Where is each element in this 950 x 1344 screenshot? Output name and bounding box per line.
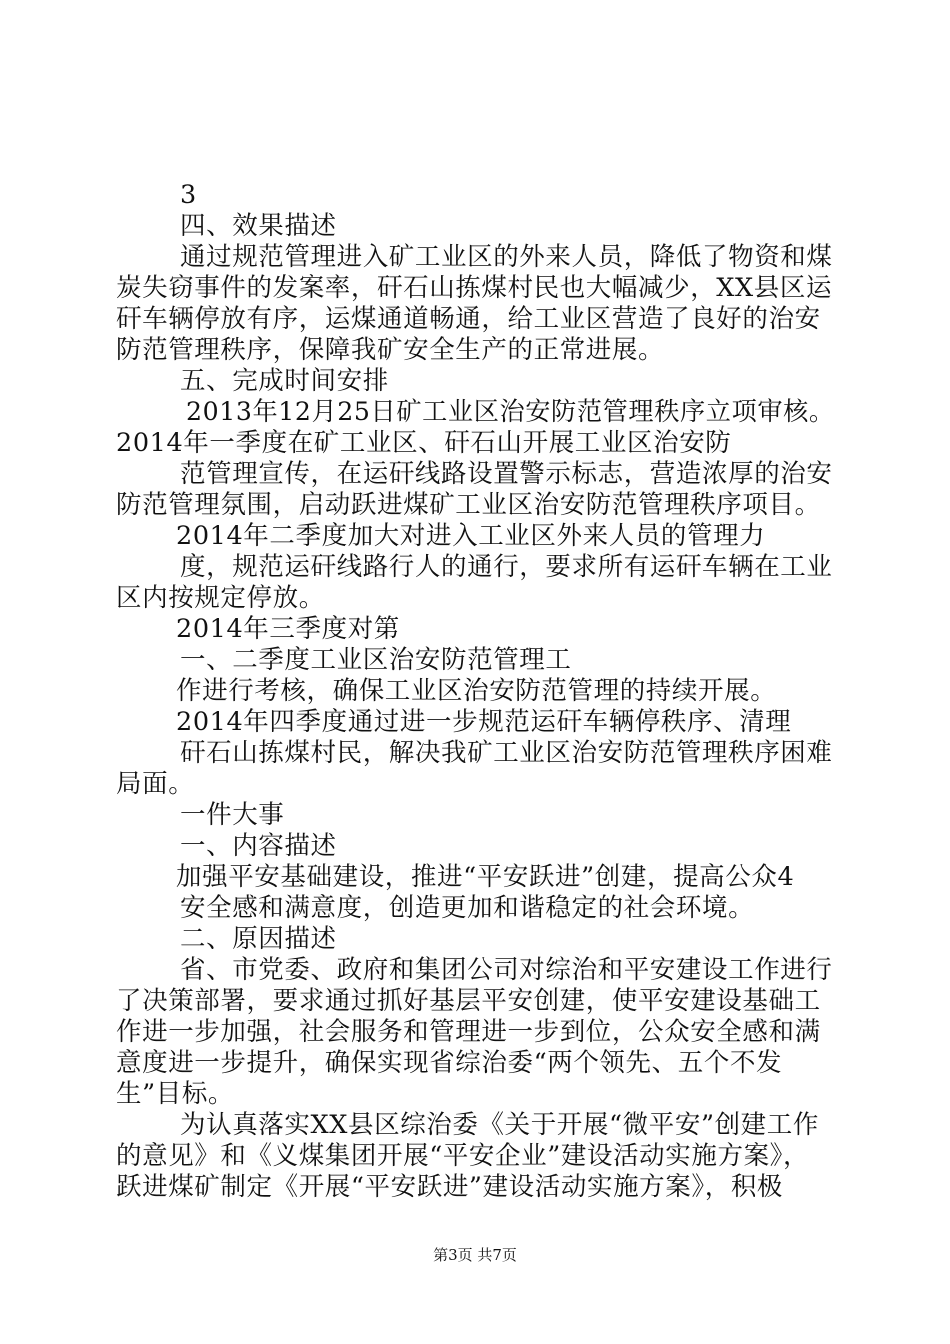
text-line: 3 bbox=[180, 180, 197, 210]
text-line: 2014年二季度加大对进入工业区外来人员的管理力 bbox=[176, 521, 766, 551]
section-heading: 五、完成时间安排 bbox=[180, 366, 389, 396]
text-line: 了决策部署，要求通过抓好基层平安创建，使平安建设基础工 bbox=[116, 986, 821, 1016]
text-line: 的意见》和《义煤集团开展“平安企业”建设活动实施方案》， bbox=[116, 1141, 810, 1171]
section-heading: 四、效果描述 bbox=[180, 211, 337, 241]
text-line: 2014年四季度通过进一步规范运矸车辆停秩序、清理 bbox=[176, 707, 792, 737]
text-line: 矸车辆停放有序，运煤通道畅通，给工业区营造了良好的治安 bbox=[116, 304, 821, 334]
text-line: 矸石山拣煤村民，解决我矿工业区治安防范管理秩序困难 bbox=[180, 738, 833, 768]
text-line: 加强平安基础建设，推进“平安跃进”创建，提高公众4 bbox=[176, 862, 795, 892]
text-line: 作进一步加强，社会服务和管理进一步到位，公众安全感和满 bbox=[116, 1017, 821, 1047]
text-line: 炭失窃事件的发案率，矸石山拣煤村民也大幅减少，XX县区运 bbox=[116, 273, 833, 303]
text-line: 作进行考核，确保工业区治安防范管理的持续开展。 bbox=[176, 676, 777, 706]
text-line: 跃进煤矿制定《开展“平安跃进”建设活动实施方案》，积极 bbox=[116, 1172, 784, 1202]
section-heading: 一、内容描述 bbox=[180, 831, 337, 861]
text-line: 意度进一步提升，确保实现省综治委“两个领先、五个不发 bbox=[116, 1048, 783, 1078]
text-line: 一、二季度工业区治安防范管理工 bbox=[180, 645, 572, 675]
text-line: 2014年一季度在矿工业区、矸石山开展工业区治安防 bbox=[116, 428, 732, 458]
text-line: 防范管理秩序，保障我矿安全生产的正常进展。 bbox=[116, 335, 665, 365]
text-line: 为认真落实XX县区综治委《关于开展“微平安”创建工作 bbox=[180, 1110, 819, 1140]
section-heading: 一件大事 bbox=[180, 800, 285, 830]
text-line: 2013年12月25日矿工业区治安防范管理秩序立项审核。 bbox=[186, 397, 835, 427]
text-line: 防范管理氛围，启动跃进煤矿工业区治安防范管理秩序项目。 bbox=[116, 490, 821, 520]
section-heading: 二、原因描述 bbox=[180, 924, 337, 954]
text-line: 范管理宣传，在运矸线路设置警示标志，营造浓厚的治安 bbox=[180, 459, 833, 489]
text-line: 通过规范管理进入矿工业区的外来人员，降低了物资和煤 bbox=[180, 242, 833, 272]
text-line: 省、市党委、政府和集团公司对综治和平安建设工作进行 bbox=[180, 955, 833, 985]
text-line: 度，规范运矸线路行人的通行，要求所有运矸车辆在工业 bbox=[180, 552, 833, 582]
text-line: 2014年三季度对第 bbox=[176, 614, 400, 644]
text-line: 生”目标。 bbox=[116, 1079, 235, 1109]
text-line: 安全感和满意度，创造更加和谐稳定的社会环境。 bbox=[180, 893, 755, 923]
text-line: 区内按规定停放。 bbox=[116, 583, 325, 613]
page-footer: 第3页 共7页 bbox=[433, 1246, 517, 1264]
text-line: 局面。 bbox=[116, 769, 195, 799]
